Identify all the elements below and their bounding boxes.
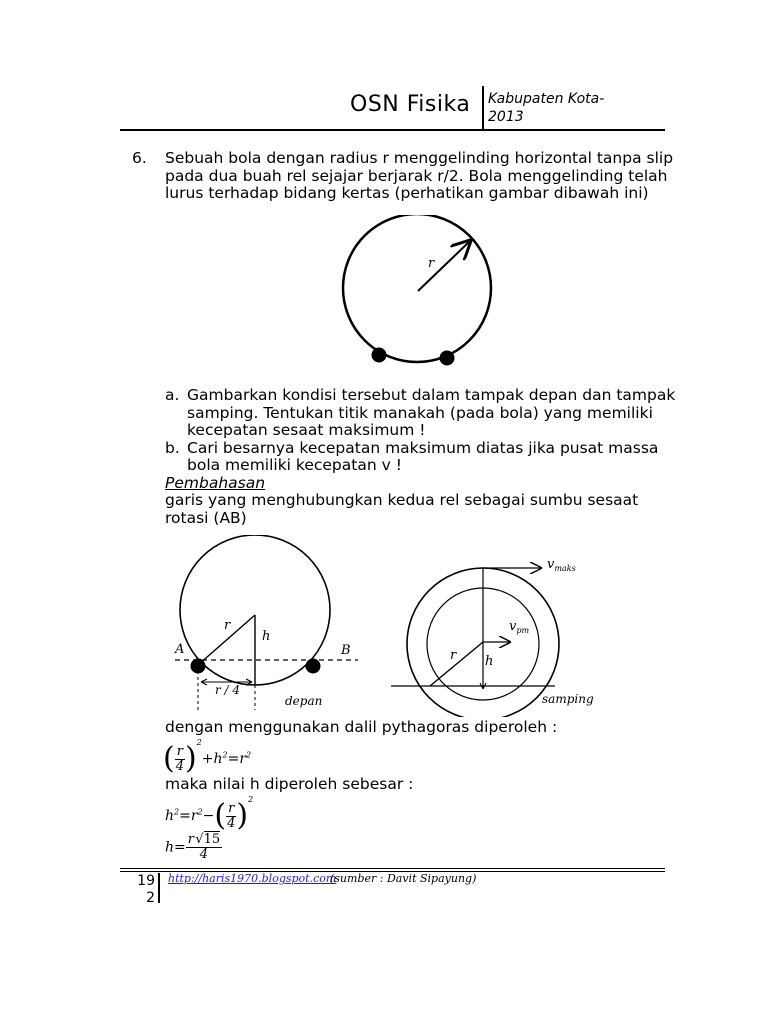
vpm-label [509, 619, 529, 635]
footer-link[interactable]: http://haris1970.blogspot.com [168, 872, 337, 885]
eq2-minus: − [202, 808, 215, 824]
vmaks-v: v [547, 557, 555, 572]
eq1-equals: = [227, 751, 240, 767]
eq1-den: 4 [175, 758, 184, 774]
equation-h-result [165, 833, 222, 862]
eq2-den: 4 [227, 815, 236, 831]
header-rule [120, 129, 665, 131]
list-item-label: a. [165, 386, 180, 404]
front-caption: depan [285, 694, 323, 708]
header-subtitle: Kabupaten Kota- 2013 [488, 91, 605, 125]
page-number: 19 2 [137, 873, 155, 906]
vmaks-sub: maks [554, 564, 576, 573]
question-list [165, 387, 685, 475]
front-r-label: r [224, 618, 231, 633]
vpm-sub: pm [516, 626, 530, 635]
eq2-exp2: 2 [197, 807, 203, 817]
header-title: OSN Fisika [350, 92, 471, 117]
side-view-figure [385, 552, 615, 717]
eq1-plus: + [201, 751, 214, 767]
r4-label: r / 4 [215, 683, 241, 697]
eq3-r: r [187, 832, 194, 847]
eq3-h: h [165, 839, 175, 856]
eq3-equals: = [174, 839, 186, 856]
footer-rule-top [120, 868, 665, 869]
rail-b-dot [306, 659, 321, 674]
paren-close: ) [236, 798, 249, 833]
list-item-label: b. [165, 438, 180, 457]
eq2-num: r [228, 800, 235, 816]
footer-source: (sumber : Davit Sipayung) [330, 872, 477, 885]
front-h-label: h [262, 629, 271, 644]
equation-pythagoras [163, 738, 251, 774]
eq3-fifteen: 15 [203, 832, 221, 847]
side-h-label: h [485, 654, 494, 669]
list-item-b [165, 440, 685, 475]
side-radius-line [430, 642, 483, 686]
question-text: Sebuah bola dengan radius r menggelinding horizontal tanpa slip pada dua buah rel sejajar berjarak r/2. Bola menggelinding telah lurus terhadap bidang kertas (perhatikan gambar dibawah ini) [165, 149, 674, 202]
radius-arrow [418, 241, 470, 291]
equation-h-squared [165, 795, 253, 831]
footer-divider [158, 873, 160, 903]
rail-left [372, 348, 387, 363]
vmaks-label [547, 557, 576, 573]
eq1-r: r [239, 751, 247, 767]
eq2-h: h [165, 808, 175, 824]
list-item-text: Gambarkan kondisi tersebut dalam tampak depan dan tampak samping. Tentukan titik manakah (pada bola) yang memiliki kecepatan sesaat maksimum ! [187, 386, 676, 439]
vpm-v: v [509, 619, 517, 634]
eq1-exp3: 2 [246, 750, 252, 760]
solution-heading: Pembahasan [165, 474, 266, 492]
ball-circle [343, 215, 491, 362]
dalil-text: dengan menggunakan dalil pythagoras diperoleh : [165, 718, 558, 736]
question-number: 6. [132, 149, 147, 167]
side-caption: samping [542, 692, 594, 706]
solution-text: garis yang menghubungkan kedua rel sebagai sumbu sesaat rotasi (AB) [165, 491, 639, 527]
sqrt-symbol: √ [195, 832, 204, 847]
eq1-exp2: 2 [222, 750, 228, 760]
list-item-a [165, 387, 685, 440]
point-a-label: A [175, 642, 185, 657]
rail-a-dot [191, 659, 206, 674]
eq1-h: h [213, 751, 223, 767]
eq3-num [186, 833, 222, 848]
ball-figure [330, 215, 510, 375]
rail-right [440, 351, 455, 366]
eq2-exp3: 2 [248, 795, 254, 804]
maka-text: maka nilai h diperoleh sebesar : [165, 775, 414, 793]
list-item-text: Cari besarnya kecepatan maksimum diatas jika pusat massa bola memiliki kecepatan v ! [187, 438, 659, 474]
paren-open: ( [214, 798, 227, 833]
eq2-exp1: 2 [174, 807, 180, 817]
point-b-label: B [341, 643, 351, 658]
eq2-equals: = [179, 808, 191, 824]
side-r-label: r [450, 648, 457, 663]
header-divider [482, 86, 484, 131]
eq1-num: r [176, 743, 183, 759]
front-view-figure [165, 535, 365, 715]
eq1-exp1: 2 [196, 738, 202, 747]
eq2-r: r [190, 808, 198, 824]
paren-close: ) [184, 741, 197, 776]
radius-label: r [428, 256, 435, 271]
paren-open: ( [163, 741, 175, 776]
eq3-den: 4 [199, 847, 209, 862]
